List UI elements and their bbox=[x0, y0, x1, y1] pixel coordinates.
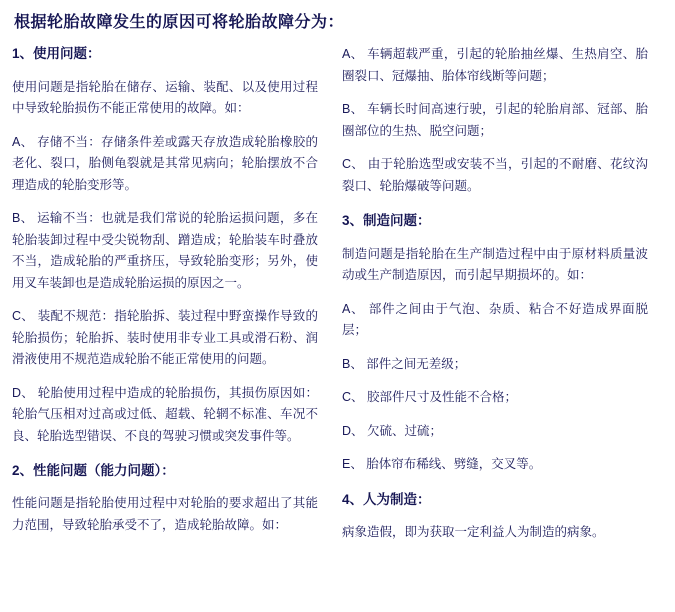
section-performance-item-b: B、 车辆长时间高速行驶，引起的轮胎肩部、冠部、胎圈部位的生热、脱空问题； bbox=[342, 102, 648, 138]
section-manufacturing-item-b: B、 部件之间无差级； bbox=[342, 356, 467, 371]
section-manufacturing-item-c: C、 胶部件尺寸及性能不合格； bbox=[342, 390, 518, 405]
section-usage-heading: 1、使用问题： bbox=[12, 46, 101, 62]
section-usage-item-d: D、 轮胎使用过程中造成的轮胎损伤，其损伤原因如：轮胎气压相对过高或过低、超载、轮辋不标准、车况不良、轮胎选型错误、不良的驾驶习惯或突发事件等。 bbox=[12, 385, 318, 443]
section-artificial-intro: 病象造假，即为获取一定利益人为制造的病象。 bbox=[342, 524, 605, 539]
section-artificial bbox=[342, 490, 648, 544]
section-usage-intro: 使用问题是指轮胎在储存、运输、装配、以及使用过程中导致轮胎损伤不能正常使用的故障。如： bbox=[12, 79, 318, 116]
section-usage-item-c: C、 装配不规范：指轮胎拆、装过程中野蛮操作导致的轮胎损伤；轮胎拆、装时使用非专业工具或滑石粉、润滑液使用不规范造成轮胎不能正常使用的问题。 bbox=[12, 309, 318, 367]
section-manufacturing-item-e: E、 胎体帘布稀线、劈缝，交叉等。 bbox=[342, 457, 542, 472]
section-performance bbox=[12, 461, 318, 536]
section-performance-intro: 性能问题是指轮胎使用过程中对轮胎的要求超出了其能力范围，导致轮胎承受不了，造成轮胎故障。如： bbox=[12, 496, 318, 532]
two-column-body bbox=[12, 44, 663, 543]
section-performance-item-a: A、 车辆超载严重，引起的轮胎抽丝爆、生热肩空、胎圈裂口、冠爆抽、胎体帘线断等问题； bbox=[342, 47, 648, 83]
section-manufacturing-heading: 3、制造问题： bbox=[342, 213, 431, 229]
left-column bbox=[12, 44, 318, 536]
section-performance-item-c: C、 由于轮胎选型或安装不当，引起的不耐磨、花纹沟裂口、轮胎爆破等问题。 bbox=[342, 157, 648, 193]
section-usage-item-b: B、 运输不当：也就是我们常说的轮胎运损问题，多在轮胎装卸过程中受尖锐物刮、蹭造成；轮胎装车时叠放不当，造成轮胎的严重挤压，导致轮胎变形；另外，使用叉车装卸也是造成轮胎运损的原因之一。 bbox=[12, 211, 318, 290]
section-usage-item-a: A、 存储不当：存储条件差或露天存放造成轮胎橡胶的老化、裂口，胎侧龟裂就是其常见病向；轮胎摆放不合理造成的轮胎变形等。 bbox=[12, 134, 318, 192]
section-manufacturing-item-a: A、 部件之间由于气泡、杂质、粘合不好造成界面脱层； bbox=[342, 301, 648, 338]
section-performance-items bbox=[342, 44, 648, 197]
section-usage bbox=[12, 44, 318, 447]
section-artificial-heading: 4、人为制造： bbox=[342, 491, 431, 507]
right-column bbox=[342, 44, 648, 543]
section-manufacturing-item-d: D、 欠硫、过硫； bbox=[342, 423, 443, 438]
section-manufacturing bbox=[342, 211, 648, 475]
page-title: 根据轮胎故障发生的原因可将轮胎故障分为： bbox=[14, 14, 345, 31]
section-manufacturing-intro: 制造问题是指轮胎在生产制造过程中由于原材料质量波动或生产制造原因，而引起早期损坏的。如： bbox=[342, 246, 648, 283]
section-performance-heading: 2、性能问题（能力问题）： bbox=[12, 463, 175, 479]
